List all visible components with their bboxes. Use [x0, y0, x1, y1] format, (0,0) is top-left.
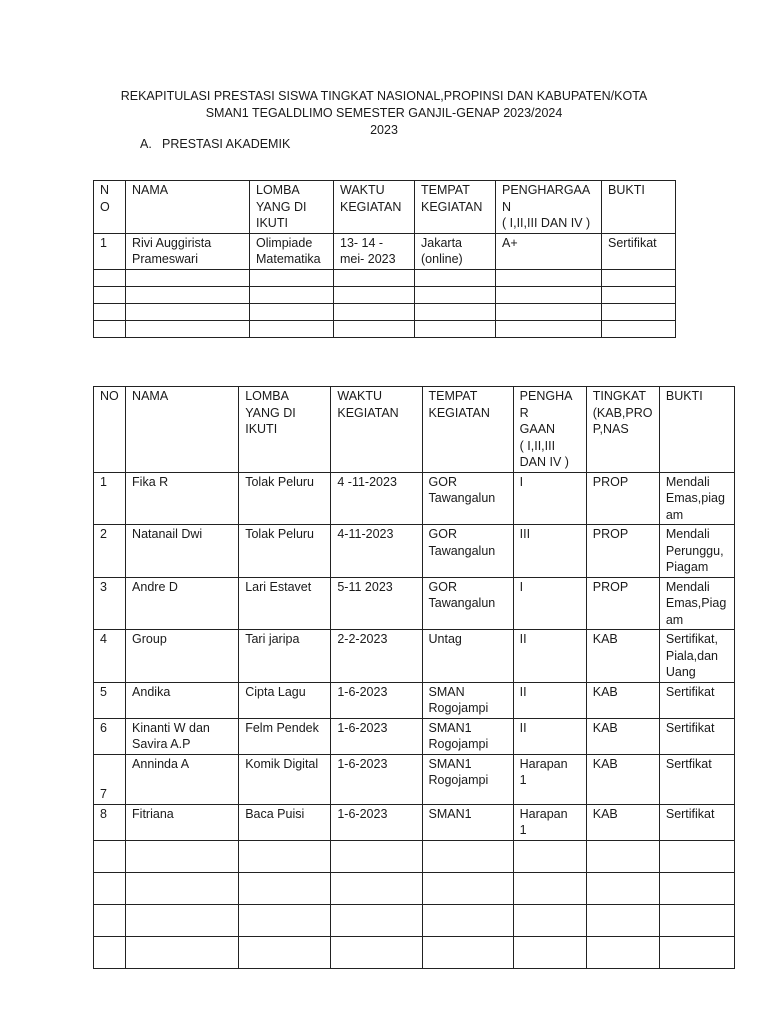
table-header-row [94, 181, 676, 234]
table-row [94, 682, 735, 718]
cell-no: 8 [94, 804, 126, 840]
cell-penghargaan: II [513, 630, 586, 683]
cell-lomba: Komik Digital [239, 754, 331, 804]
cell-nama: Fika R [126, 472, 239, 525]
cell-nama: Andre D [126, 577, 239, 630]
cell-bukti: Sertfikat [659, 754, 734, 804]
table-header-row [94, 387, 735, 473]
cell-lomba: Olimpiade Matematika [250, 233, 334, 269]
empty-table-row [94, 904, 735, 936]
cell-no: 4 [94, 630, 126, 683]
section-heading [140, 137, 290, 151]
cell-bukti: Mendali Emas,piag am [659, 472, 734, 525]
cell-tempat: GOR Tawangalun [422, 577, 513, 630]
cell-waktu: 2-2-2023 [331, 630, 422, 683]
cell-penghargaan: I [513, 577, 586, 630]
cell-lomba: Cipta Lagu [239, 682, 331, 718]
cell-tempat: Jakarta (online) [415, 233, 496, 269]
cell-nama: Kinanti W dan Savira A.P [126, 718, 239, 754]
cell-tingkat: PROP [586, 525, 659, 578]
cell-lomba: Felm Pendek [239, 718, 331, 754]
cell-waktu: 5-11 2023 [331, 577, 422, 630]
cell-tingkat: KAB [586, 718, 659, 754]
cell-tempat: Untag [422, 630, 513, 683]
header-waktu: WAKTU KEGIATAN [331, 387, 422, 473]
header-no: NO [94, 387, 126, 473]
header-bukti: BUKTI [602, 181, 676, 234]
header-waktu: WAKTU KEGIATAN [334, 181, 415, 234]
table-row [94, 754, 735, 804]
cell-penghargaan: Harapan 1 [513, 804, 586, 840]
header-nama: NAMA [126, 181, 250, 234]
cell-no: 6 [94, 718, 126, 754]
header-tempat: TEMPAT KEGIATAN [422, 387, 513, 473]
cell-penghargaan: I [513, 472, 586, 525]
empty-table-row [94, 303, 676, 320]
cell-nama: Natanail Dwi [126, 525, 239, 578]
cell-tempat: SMAN1 Rogojampi [422, 718, 513, 754]
empty-table-row [94, 320, 676, 337]
cell-bukti: Mendali Emas,Piag am [659, 577, 734, 630]
cell-lomba: Baca Puisi [239, 804, 331, 840]
table-row [94, 233, 676, 269]
cell-waktu: 1-6-2023 [331, 682, 422, 718]
empty-table-row [94, 936, 735, 968]
cell-bukti: Mendali Perunggu, Piagam [659, 525, 734, 578]
header-nama: NAMA [126, 387, 239, 473]
cell-no: 5 [94, 682, 126, 718]
table-row [94, 804, 735, 840]
section-title: PRESTASI AKADEMIK [162, 137, 291, 151]
empty-table-row [94, 286, 676, 303]
cell-tempat: SMAN1 [422, 804, 513, 840]
table-row [94, 472, 735, 525]
cell-waktu: 1-6-2023 [331, 754, 422, 804]
header-lomba: LOMBA YANG DI IKUTI [239, 387, 331, 473]
empty-table-row [94, 840, 735, 872]
cell-penghargaan: II [513, 718, 586, 754]
header-tempat: TEMPAT KEGIATAN [415, 181, 496, 234]
cell-bukti: Sertifikat [659, 718, 734, 754]
cell-no: 7 [94, 754, 126, 804]
academic-achievement-table [93, 180, 676, 338]
section-letter: A. [140, 137, 152, 151]
cell-bukti: Sertifikat [602, 233, 676, 269]
header-lomba: LOMBA YANG DI IKUTI [250, 181, 334, 234]
non-academic-achievement-table [93, 386, 735, 969]
cell-penghargaan: A+ [496, 233, 602, 269]
cell-waktu: 4 -11-2023 [331, 472, 422, 525]
cell-lomba: Tolak Peluru [239, 472, 331, 525]
cell-lomba: Tolak Peluru [239, 525, 331, 578]
cell-tingkat: PROP [586, 577, 659, 630]
cell-no: 3 [94, 577, 126, 630]
cell-waktu: 1-6-2023 [331, 718, 422, 754]
cell-no: 1 [94, 233, 126, 269]
cell-tingkat: KAB [586, 754, 659, 804]
cell-tempat: SMAN Rogojampi [422, 682, 513, 718]
cell-tingkat: KAB [586, 804, 659, 840]
cell-tempat: SMAN1 Rogojampi [422, 754, 513, 804]
cell-nama: Group [126, 630, 239, 683]
cell-nama: Rivi Auggirista Prameswari [126, 233, 250, 269]
cell-tingkat: KAB [586, 630, 659, 683]
cell-no: 1 [94, 472, 126, 525]
cell-nama: Fitriana [126, 804, 239, 840]
cell-lomba: Tari jaripa [239, 630, 331, 683]
empty-table-row [94, 269, 676, 286]
cell-tempat: GOR Tawangalun [422, 525, 513, 578]
document-subtitle: SMAN1 TEGALDLIMO SEMESTER GANJIL-GENAP 2023/2024 [205, 106, 563, 120]
cell-nama: Anninda A [126, 754, 239, 804]
document-title: REKAPITULASI PRESTASI SISWA TINGKAT NASIONAL,PROPINSI DAN KABUPATEN/KOTA [120, 89, 648, 103]
header-bukti: BUKTI [659, 387, 734, 473]
cell-waktu: 1-6-2023 [331, 804, 422, 840]
header-no: N O [94, 181, 126, 234]
empty-table-row [94, 872, 735, 904]
document-year: 2023 [370, 123, 398, 137]
cell-bukti: Sertifikat [659, 682, 734, 718]
header-tingkat: TINGKAT (KAB,PRO P,NAS [586, 387, 659, 473]
cell-tingkat: KAB [586, 682, 659, 718]
cell-penghargaan: III [513, 525, 586, 578]
cell-nama: Andika [126, 682, 239, 718]
table-row [94, 577, 735, 630]
cell-bukti: Sertifikat, Piala,dan Uang [659, 630, 734, 683]
cell-penghargaan: Harapan 1 [513, 754, 586, 804]
header-penghargaan: PENGHARGAAN ( I,II,III DAN IV ) [496, 181, 602, 234]
cell-waktu: 13- 14 - mei- 2023 [334, 233, 415, 269]
cell-penghargaan: II [513, 682, 586, 718]
cell-tingkat: PROP [586, 472, 659, 525]
cell-bukti: Sertifikat [659, 804, 734, 840]
table-row [94, 525, 735, 578]
cell-no: 2 [94, 525, 126, 578]
table-row [94, 718, 735, 754]
cell-lomba: Lari Estavet [239, 577, 331, 630]
cell-tempat: GOR Tawangalun [422, 472, 513, 525]
table-row [94, 630, 735, 683]
cell-waktu: 4-11-2023 [331, 525, 422, 578]
header-penghargaan: PENGHAR GAAN ( I,II,III DAN IV ) [513, 387, 586, 473]
